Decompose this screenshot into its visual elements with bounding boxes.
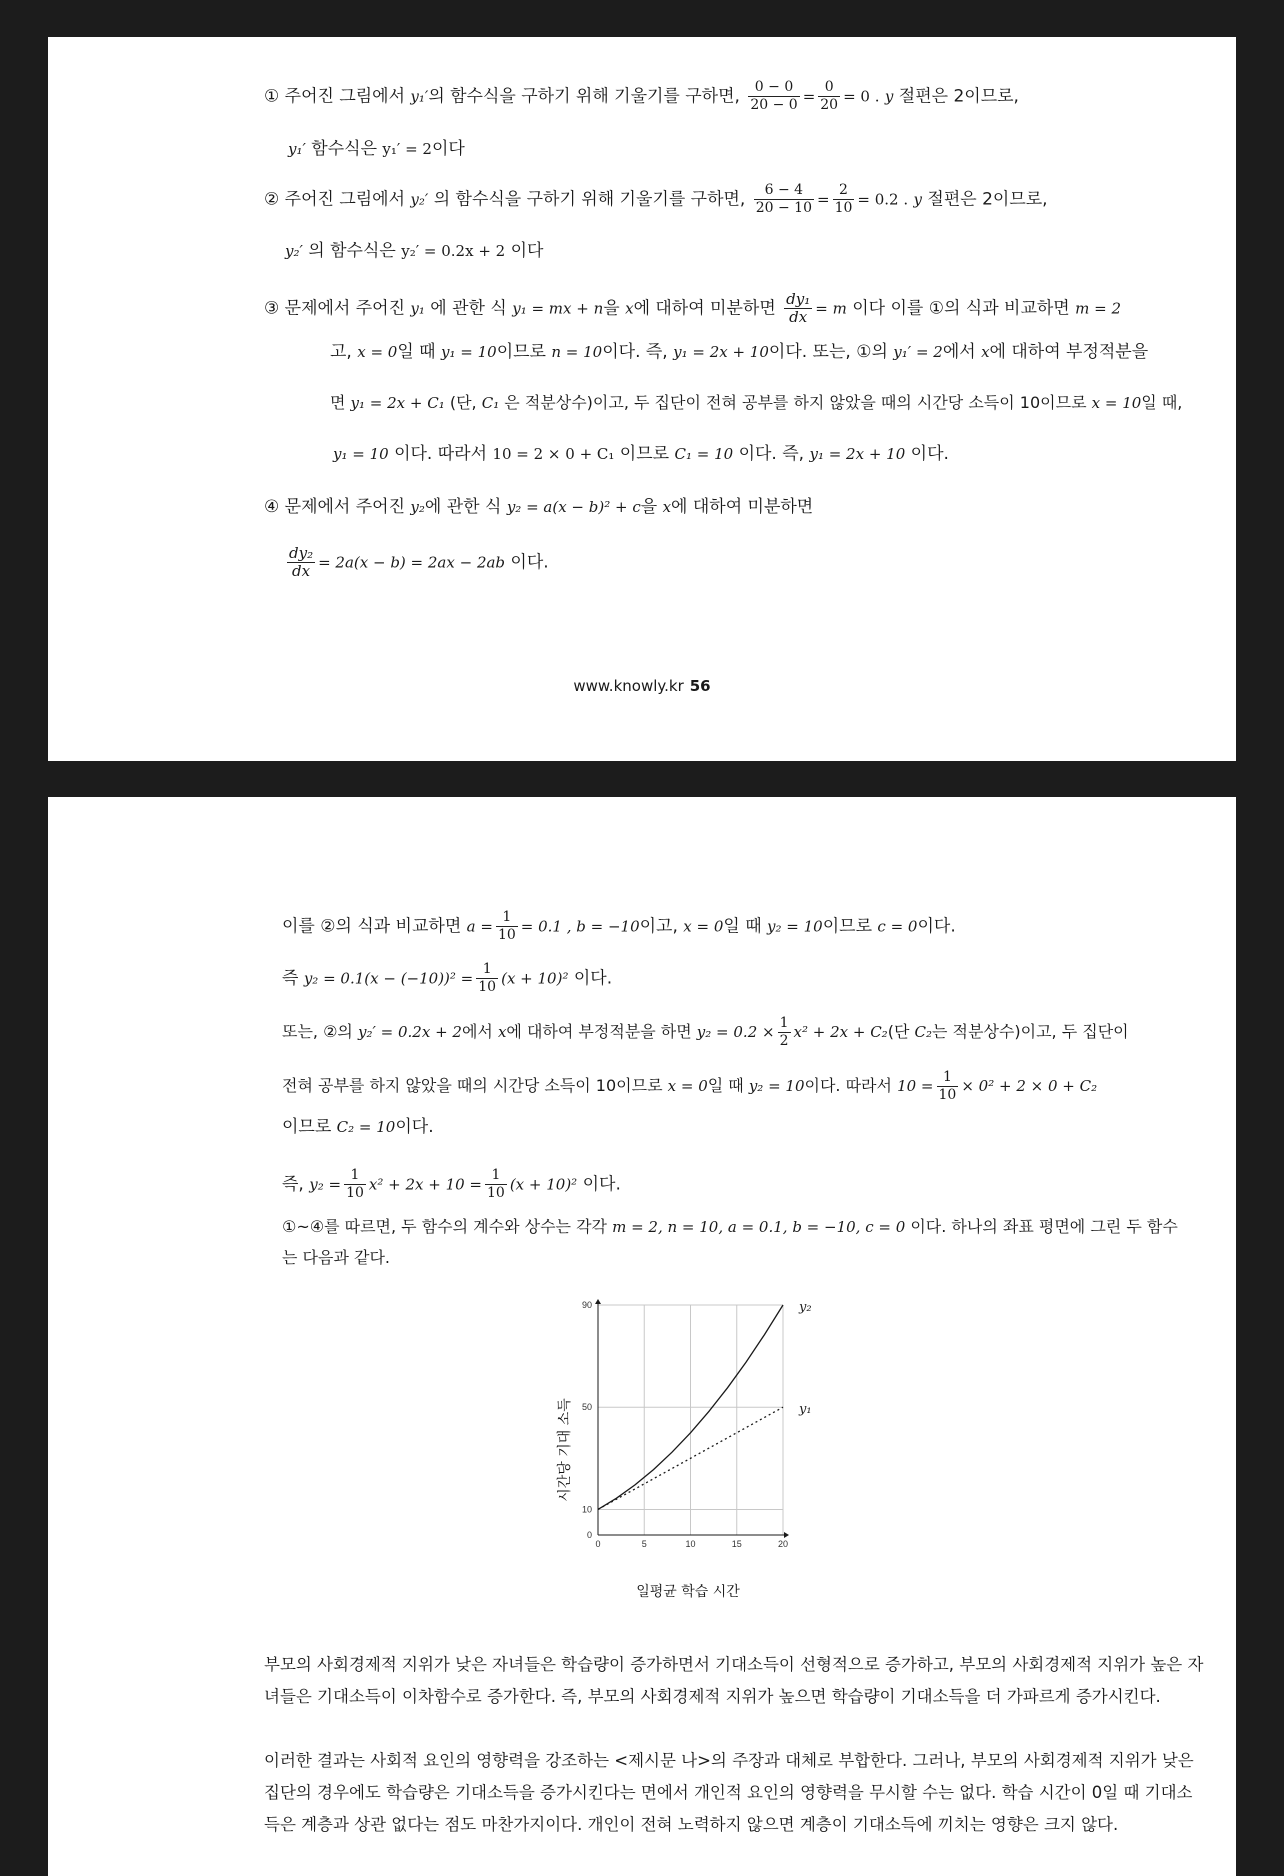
text: 절편은 2이므로,: [893, 86, 1019, 107]
text: 에 대하여 미분하면: [633, 298, 782, 319]
fraction: [344, 1167, 366, 1202]
math: y₁ = 2x + 10: [809, 445, 906, 463]
numerator: 0 − 0: [748, 79, 799, 97]
text: (단: [887, 1022, 915, 1041]
numerator: dy₁: [786, 290, 811, 308]
conclusion-paragraph-1: 부모의 사회경제적 지위가 낮은 자녀들은 학습량이 증가하면서 기대소득이 선형적으로 증가하고, 부모의 사회경제적 지위가 높은 자녀들은 기대소득이 이차함수로 증가한다. 즉, 부모의 사회경제적 지위가 높으면 학습량이 기대소득을 더 가파르게 증가시킨다.: [264, 1655, 1204, 1706]
fraction: [754, 182, 814, 217]
math: y₁ = 2x + 10: [673, 343, 769, 361]
text: 을: [603, 298, 626, 319]
text: 의 함수식은: [302, 241, 402, 261]
math: y₁′ = 2: [382, 140, 432, 158]
numerator: 1: [937, 1069, 959, 1087]
text: 이다.: [577, 1174, 621, 1195]
denominator: 20 − 0: [750, 97, 798, 113]
math: y₁′ = 2: [893, 343, 943, 361]
text: 즉,: [282, 1174, 310, 1195]
math: x = 10: [1091, 394, 1142, 412]
text: 면: [330, 393, 351, 412]
x-tick-label: 0: [595, 1539, 601, 1549]
step-4-line-2: [284, 545, 549, 580]
step-1-line-1: [264, 79, 1019, 114]
denominator: 10: [834, 200, 853, 216]
math: = 0.2 .: [857, 190, 909, 209]
x-tick-label: 20: [777, 1539, 789, 1549]
denominator: 10: [346, 1185, 364, 1201]
math: y₂ = a(x − b)² + c: [506, 498, 641, 516]
math: C₂ = 10: [336, 1118, 396, 1136]
math: y₂ = 0.1(x − (−10))² =: [303, 969, 474, 988]
fraction: [784, 291, 812, 326]
numerator: 6 − 4: [754, 182, 814, 200]
math: y₁ = 10: [441, 343, 497, 361]
math: x: [497, 1023, 507, 1041]
denominator: 2: [779, 1033, 789, 1049]
text: 이다: [431, 139, 465, 159]
denominator: 10: [938, 1087, 957, 1103]
x-axis-arrow: [784, 1532, 789, 1538]
step-2-line-1: [264, 182, 1048, 217]
text: 이를 ②의 식과 비교하면: [282, 916, 467, 937]
math: y₁ = 10: [333, 445, 389, 463]
derivation-line-7: [282, 1215, 1178, 1239]
numerator: 1: [344, 1167, 366, 1185]
derivation-line-1: [282, 909, 956, 944]
y-tick-label: 10: [581, 1504, 592, 1515]
x-axis-label: 일평균 학습 시간: [636, 1584, 740, 1600]
math: y: [913, 190, 923, 209]
text: 고,: [330, 342, 358, 362]
fraction: [496, 909, 518, 944]
denominator: 20: [820, 97, 839, 113]
math: x² + 2x + C₂: [793, 1023, 888, 1041]
derivation-line-2: [282, 961, 612, 996]
text: 에 관한 식: [424, 497, 507, 517]
text: 또는, ②의: [282, 1022, 358, 1041]
text: 절편은 2이므로,: [922, 189, 1048, 210]
text: 에 대하여 부정적분을 하면: [506, 1022, 697, 1041]
denominator: 20 − 10: [755, 200, 812, 216]
text: 일 때,: [1141, 393, 1183, 412]
math: a =: [466, 917, 493, 936]
series-label: y₁: [799, 1402, 812, 1418]
fraction: [287, 545, 315, 580]
text: 에 대하여 부정적분을: [989, 342, 1149, 362]
numerator: dy₂: [289, 544, 314, 562]
text: ③ 문제에서 주어진: [264, 298, 411, 319]
math: x = 0: [683, 917, 724, 936]
step-1-line-2: [288, 137, 465, 161]
text: 전혀 공부를 하지 않았을 때의 시간당 소득이 10이므로: [282, 1076, 668, 1095]
math: y₂′ = 0.2x + 2: [401, 242, 506, 260]
footer-url[interactable]: www.knowly.kr: [573, 677, 684, 695]
step-3-line-3: [330, 391, 1182, 415]
text: 는 다음과 같다.: [282, 1248, 390, 1267]
math: =: [817, 190, 830, 209]
step-3-line-1: [264, 291, 1121, 326]
numerator: 1: [496, 909, 518, 927]
math: y₂ = 10: [767, 917, 823, 936]
text: 이다.: [505, 552, 549, 573]
text: 즉: [282, 968, 304, 989]
math: × 0² + 2 × 0 + C₂: [961, 1077, 1098, 1095]
math: y₂ =: [309, 1175, 342, 1194]
text: 에 대하여 미분하면: [671, 497, 814, 517]
derivation-line-8: [282, 1246, 390, 1270]
fraction: [818, 79, 840, 114]
math: C₁: [481, 394, 500, 412]
math: 10 =: [897, 1077, 934, 1095]
x-tick-label: 5: [641, 1539, 647, 1549]
text: 에서: [942, 342, 982, 362]
page-56: [48, 37, 1236, 761]
math: m = 2: [1075, 299, 1121, 318]
denominator: dx: [292, 562, 311, 580]
y-axis-label: 시간당 기대 소득: [557, 1398, 573, 1502]
income-chart: [533, 1275, 833, 1605]
text: 이므로: [614, 444, 675, 464]
math: (x + 10)²: [501, 969, 569, 988]
denominator: 10: [497, 927, 516, 943]
page-57: [48, 797, 1236, 1876]
text: 이므로: [822, 916, 878, 937]
math: y₁ = mx + n: [512, 299, 604, 318]
text: 이다. 따라서: [804, 1076, 898, 1095]
text: 이고,: [639, 916, 684, 937]
text: 이다.: [905, 444, 949, 464]
text: 일 때: [723, 916, 768, 937]
page-footer: [48, 677, 1236, 695]
math: =: [802, 87, 816, 106]
numerator: 1: [476, 961, 498, 979]
derivation-line-6: [282, 1167, 621, 1202]
text: 이다.: [395, 1117, 434, 1137]
math: x = 0: [357, 343, 398, 361]
y-axis-arrow: [595, 1299, 601, 1304]
text: 일 때: [397, 342, 441, 362]
derivation-line-3: [282, 1015, 1129, 1050]
step-3-line-4: [333, 442, 949, 466]
text: 함수식은: [305, 139, 383, 159]
text: 이다. 즉,: [602, 342, 674, 362]
numerator: 1: [485, 1167, 507, 1185]
text: ①~④를 따르면, 두 함수의 계수와 상수는 각각: [282, 1217, 613, 1236]
math: y: [884, 87, 894, 106]
text: 에 관한 식: [424, 298, 513, 319]
math: y₂′ = 0.2x + 2: [357, 1023, 462, 1041]
math: x: [625, 299, 634, 318]
math: x² + 2x + 10 =: [368, 1175, 482, 1194]
derivation-line-4: [282, 1069, 1097, 1104]
text: 이다 이를 ①의 식과 비교하면: [846, 298, 1076, 319]
derivation-line-5: [282, 1115, 434, 1139]
math: y₁: [410, 299, 425, 318]
page-number: 56: [689, 677, 711, 695]
text: 이므로: [282, 1117, 337, 1137]
denominator: 10: [478, 979, 497, 995]
math: x: [981, 343, 990, 361]
math: C₁ = 10: [674, 445, 734, 463]
text: 이다. 또는, ①의: [768, 342, 894, 362]
step-2-line-2: [285, 239, 543, 263]
fraction: [937, 1069, 959, 1104]
chart-axes: [595, 1299, 789, 1538]
chart-ticks: [582, 1300, 812, 1549]
math: m = 2, n = 10, a = 0.1, b = −10, c = 0: [612, 1218, 906, 1236]
x-tick-label: 10: [685, 1539, 696, 1549]
y-tick-label: 50: [581, 1402, 592, 1413]
text: 이다: [505, 241, 544, 261]
fraction: [485, 1167, 507, 1202]
step-3-line-2: [330, 340, 1148, 364]
math: y₁ = 2x + C₁: [350, 394, 445, 412]
denominator: dx: [789, 308, 808, 326]
math: x = 0: [667, 1077, 708, 1095]
text: 이다.: [568, 968, 613, 989]
text: 일 때: [707, 1076, 749, 1095]
text: 이므로: [496, 342, 552, 362]
text: ④ 문제에서 주어진: [264, 497, 411, 517]
text: 이다.: [917, 916, 956, 937]
text: ① 주어진 그림에서: [264, 86, 411, 107]
text: ② 주어진 그림에서: [264, 189, 411, 210]
math: = 2a(x − b) = 2ax − 2ab: [318, 553, 506, 572]
math: = m: [815, 299, 847, 318]
step-4-line-1: [264, 495, 813, 519]
fraction: [833, 182, 855, 217]
math: y₁′: [410, 87, 429, 106]
text: (단,: [444, 393, 482, 412]
conclusion-paragraph-2: 이러한 결과는 사회적 요인의 영향력을 강조하는 <제시문 나>의 주장과 대체로 부합한다. 그러나, 부모의 사회경제적 지위가 낮은 집단의 경우에도 학습량은 기대소득을 증가시킨다는 면에서 개인적 요인의 영향력을 무시할 수는 없다. 학습 시간이 0일 때 기대소득은 계층과 상관 없다는 점도 마찬가지이다. 개인이 전혀 노력하지 않으면 계층이 기대소득에 끼치는 영향은 크지 않다.: [264, 1751, 1194, 1834]
series-label: y₂: [799, 1300, 812, 1315]
math: C₂: [914, 1023, 932, 1041]
text: 에서: [461, 1022, 498, 1041]
text: 이다. 즉,: [733, 444, 810, 464]
math: n = 10: [551, 343, 603, 361]
y-tick-label: 90: [581, 1300, 592, 1310]
y-tick-label: 0: [586, 1530, 592, 1540]
math: = 0 .: [843, 87, 880, 106]
text: 은 적분상수)이고, 두 집단이 전혀 공부를 하지 않았을 때의 시간당 소득이 10이므로: [499, 393, 1092, 412]
math: = 0.1 , b = −10: [520, 917, 640, 936]
math: x: [662, 498, 672, 516]
text: 는 적분상수)이고, 두 집단이: [932, 1022, 1129, 1041]
math: 10 = 2 × 0 + C₁: [492, 445, 615, 463]
fraction: [748, 79, 799, 114]
math: y₂′: [285, 242, 303, 260]
numerator: 2: [833, 182, 855, 200]
math: y₂: [410, 498, 425, 516]
x-tick-label: 15: [731, 1539, 742, 1549]
numerator: 0: [818, 79, 840, 97]
denominator: 10: [487, 1185, 505, 1201]
math: c = 0: [877, 917, 918, 936]
math: y₁′: [288, 140, 306, 158]
fraction: [476, 961, 498, 996]
math: (x + 10)²: [509, 1175, 578, 1194]
numerator: 1: [779, 1015, 789, 1031]
fraction: [778, 1015, 791, 1050]
chart-grid: [598, 1305, 783, 1535]
math: y₂ = 0.2 ×: [696, 1023, 775, 1041]
text: 의 함수식을 구하기 위해 기울기를 구하면,: [428, 86, 740, 107]
text: 의 함수식을 구하기 위해 기울기를 구하면,: [428, 189, 746, 210]
text: 이다. 따라서: [388, 444, 493, 464]
text: 을: [640, 497, 663, 517]
math: y₂ = 10: [748, 1077, 805, 1095]
text: 이다. 하나의 좌표 평면에 그린 두 함수: [905, 1217, 1178, 1236]
math: y₂′: [410, 190, 429, 209]
